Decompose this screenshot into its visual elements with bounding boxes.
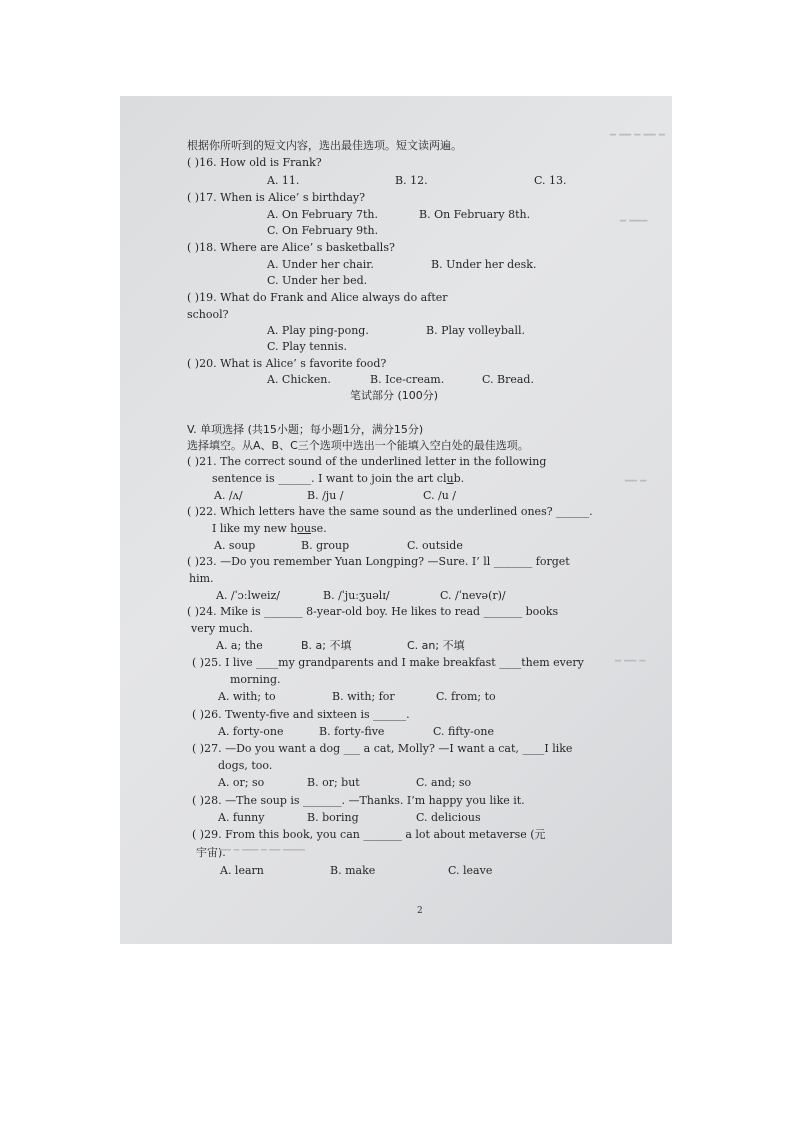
q29-option-c: C. leave	[448, 864, 493, 877]
q23-option-b: B. /ˈjuːʒuəlɪ/	[323, 589, 390, 602]
underlined-letter: u	[446, 472, 454, 485]
underlined-letters: ou	[297, 522, 312, 535]
q24-stem: ( )24. Mike is _______ 8-year-old boy. He likes to read _______ books	[187, 605, 559, 618]
q25-cont: morning.	[230, 673, 281, 686]
q17-option-c: C. On February 9th.	[267, 224, 379, 237]
q20-option-b: B. Ice-cream.	[370, 373, 445, 386]
q26-option-b: B. forty-five	[319, 725, 385, 738]
scanned-page	[120, 96, 672, 944]
bleed-through: ━ ━━━	[620, 216, 648, 227]
q25-option-a: A. with; to	[218, 690, 276, 703]
q16-option-b: B. 12.	[395, 174, 428, 187]
q19-stem-cont: school?	[187, 308, 229, 321]
q22-option-a: A. soup	[214, 539, 256, 552]
q25-option-c: C. from; to	[436, 690, 496, 703]
listening-instruction: 根据你所听到的短文内容，选出最佳选项。短文读两遍。	[187, 139, 462, 152]
q24-cont: very much.	[191, 622, 253, 635]
section-title: V. 单项选择 (共15小题；每小题1分，满分15分)	[187, 423, 424, 436]
q16-stem: ( )16. How old is Frank?	[187, 156, 322, 169]
q29-option-a: A. learn	[220, 864, 264, 877]
q23-stem: ( )23. —Do you remember Yuan Longping? —Sure. I’ ll _______ forget	[187, 555, 570, 568]
q27-cont: dogs, too.	[218, 759, 273, 772]
q26-option-a: A. forty-one	[218, 725, 284, 738]
q20-stem: ( )20. What is Alice’ s favorite food?	[187, 357, 387, 370]
bleed-through: ━ ━━ ━ ━━ ━	[610, 130, 665, 141]
q27-option-c: C. and; so	[416, 776, 472, 789]
q21-option-c: C. /u /	[423, 489, 457, 502]
q17-option-a: A. On February 7th.	[267, 208, 378, 221]
q21-option-b: B. /ju /	[307, 489, 344, 502]
q17-stem: ( )17. When is Alice’ s birthday?	[187, 191, 366, 204]
q28-option-b: B. boring	[307, 811, 359, 824]
q29-option-b: B. make	[330, 864, 376, 877]
q22-sentence: I like my new house.	[212, 522, 327, 535]
q18-option-c: C. Under her bed.	[267, 274, 368, 287]
q22-stem: ( )22. Which letters have the same sound as the underlined ones? ______.	[187, 505, 593, 518]
q21-sentence: sentence is ______. I want to join the art club.	[212, 472, 465, 485]
q18-stem: ( )18. Where are Alice’ s basketballs?	[187, 241, 395, 254]
q23-option-c: C. /ˈnevə(r)/	[440, 589, 506, 602]
bleed-through: ━━ ━	[625, 476, 647, 487]
q24-option-b: B. a; 不填	[301, 639, 352, 652]
q16-option-a: A. 11.	[267, 174, 300, 187]
q27-stem: ( )27. —Do you want a dog ___ a cat, Molly? —I want a cat, ____I like	[192, 742, 573, 755]
q24-option-a: A. a; the	[216, 639, 263, 652]
q25-option-b: B. with; for	[332, 690, 395, 703]
q19-stem: ( )19. What do Frank and Alice always do after	[187, 291, 448, 304]
bleed-through: ━ ━━ ━	[615, 656, 646, 667]
q19-option-a: A. Play ping-pong.	[267, 324, 369, 337]
bleed-through: ━━ ━ ━━━ ━ ━━ ━━━━	[220, 846, 305, 856]
q21-stem: ( )21. The correct sound of the underlined letter in the following	[187, 455, 547, 468]
written-part-header: 笔试部分 (100分)	[350, 389, 439, 402]
q20-option-a: A. Chicken.	[267, 373, 331, 386]
q27-option-b: B. or; but	[307, 776, 360, 789]
q22-option-b: B. group	[301, 539, 350, 552]
q25-stem: ( )25. I live ____my grandparents and I make breakfast ____them every	[192, 656, 584, 669]
q19-option-c: C. Play tennis.	[267, 340, 347, 353]
q23-option-a: A. /ˈɔːlweiz/	[216, 589, 280, 602]
q26-option-c: C. fifty-one	[433, 725, 494, 738]
q18-option-b: B. Under her desk.	[431, 258, 537, 271]
q24-option-c: C. an; 不填	[407, 639, 465, 652]
q28-stem: ( )28. —The soup is _______. —Thanks. I’m happy you like it.	[192, 794, 525, 807]
q26-stem: ( )26. Twenty-five and sixteen is ______.	[192, 708, 410, 721]
q17-option-b: B. On February 8th.	[419, 208, 531, 221]
q20-option-c: C. Bread.	[482, 373, 534, 386]
q22-option-c: C. outside	[407, 539, 463, 552]
q16-option-c: C. 13.	[534, 174, 567, 187]
q28-option-c: C. delicious	[416, 811, 481, 824]
q28-option-a: A. funny	[218, 811, 265, 824]
q18-option-a: A. Under her chair.	[267, 258, 374, 271]
page-number: 2	[417, 906, 423, 916]
q29-cont: 宇宙).	[196, 846, 226, 859]
q19-option-b: B. Play volleyball.	[426, 324, 525, 337]
q27-option-a: A. or; so	[218, 776, 265, 789]
q21-option-a: A. /ʌ/	[214, 489, 243, 502]
q23-cont: him.	[189, 572, 214, 585]
q29-stem: ( )29. From this book, you can _______ a lot about metaverse (元	[192, 828, 546, 841]
section-instruction: 选择填空。从A、B、C三个选项中选出一个能填入空白处的最佳选项。	[187, 439, 529, 452]
